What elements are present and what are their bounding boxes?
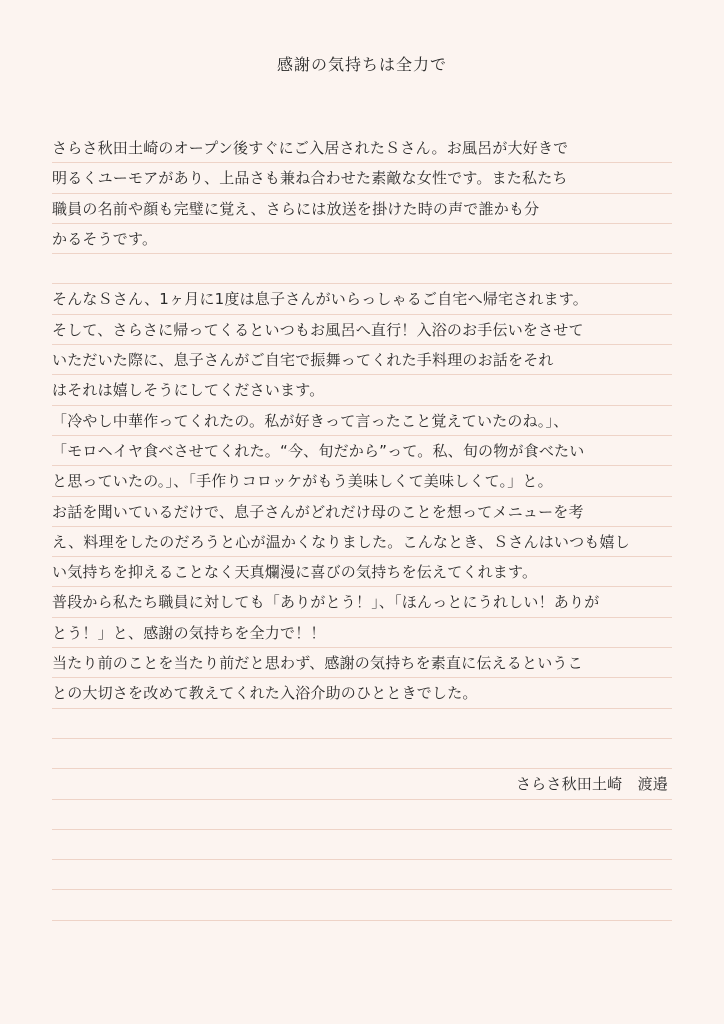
letter-line: 職員の名前や顔も完璧に覚え、さらには放送を掛けた時の声で誰かも分 [52, 194, 672, 224]
letter-line: そんなＳさん、1ヶ月に1度は息子さんがいらっしゃるご自宅へ帰宅されます。 [52, 284, 672, 314]
letter-line: との大切さを改めて教えてくれた入浴介助のひとときでした。 [52, 678, 672, 708]
page-title: 感謝の気持ちは全力で [276, 55, 447, 74]
letter-line: お話を聞いているだけで、息子さんがどれだけ母のことを想ってメニューを考 [52, 497, 672, 527]
letter-line: かるそうです。 [52, 224, 672, 254]
letter-line [52, 739, 672, 769]
letter-line [52, 830, 672, 860]
letter-line: 「モロヘイヤ食べさせてくれた。“今、旬だから”って。私、旬の物が食べたい [52, 436, 672, 466]
letter-line: い気持ちを抑えることなく天真爛漫に喜びの気持ちを伝えてくれます。 [52, 557, 672, 587]
letter-line [52, 254, 672, 284]
letter-line: はそれは嬉しそうにしてくださいます。 [52, 375, 672, 405]
letter-line: え、料理をしたのだろうと心が温かくなりました。こんなとき、Ｓさんはいつも嬉し [52, 527, 672, 557]
letter-line: と思っていたの。」、「手作りコロッケがもう美味しくて美味しくて。」と。 [52, 466, 672, 496]
letter-line: さらさ秋田土崎のオープン後すぐにご入居されたＳさん。お風呂が大好きで [52, 133, 672, 163]
letter-line [52, 800, 672, 830]
signature: さらさ秋田土崎 渡邉 [52, 769, 672, 799]
letter-line: 「冷やし中華作ってくれたの。私が好きって言ったこと覚えていたのね。」、 [52, 406, 672, 436]
letter-line: いただいた際に、息子さんがご自宅で振舞ってくれた手料理のお話をそれ [52, 345, 672, 375]
letter-body [52, 133, 672, 921]
letter-line: 明るくユーモアがあり、上品さも兼ね合わせた素敵な女性です。また私たち [52, 163, 672, 193]
letter-line: 普段から私たち職員に対しても「ありがとう！」、「ほんっとにうれしい！ありが [52, 587, 672, 617]
letter-line: 当たり前のことを当たり前だと思わず、感謝の気持ちを素直に伝えるというこ [52, 648, 672, 678]
letter-line [52, 709, 672, 739]
letter-line [52, 890, 672, 920]
letter-line: とう！」と、感謝の気持ちを全力で！！ [52, 618, 672, 648]
letter-line: そして、さらさに帰ってくるといつもお風呂へ直行！入浴のお手伝いをさせて [52, 315, 672, 345]
letter-line [52, 860, 672, 890]
